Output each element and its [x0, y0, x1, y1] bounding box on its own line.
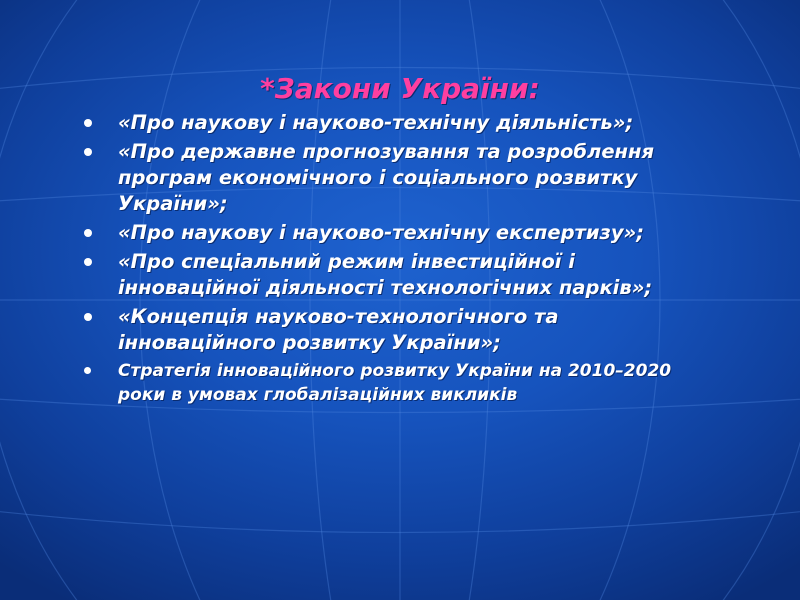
- bullet-icon: [84, 119, 92, 127]
- list-item-text: «Про наукову і науково-технічну експертизу»;: [118, 221, 645, 244]
- slide-title: *Закони України:: [260, 72, 540, 105]
- list-item-text: «Про державне прогнозування та розроблення програм економічного і соціального розвитку України»;: [118, 140, 655, 215]
- bullet-icon: [84, 148, 92, 156]
- list-item: [84, 359, 684, 407]
- laws-list: [84, 110, 684, 410]
- bullet-icon: [84, 258, 92, 266]
- list-item: [84, 220, 684, 246]
- list-item: [84, 304, 684, 356]
- bullet-icon: [84, 229, 92, 237]
- list-item-text: «Про наукову і науково-технічну діяльність»;: [118, 111, 634, 134]
- list-item-text: «Про спеціальний режим інвестиційної і інноваційної діяльності технологічних парків»;: [118, 250, 653, 299]
- list-item: [84, 139, 684, 217]
- list-item: [84, 110, 684, 136]
- bullet-icon: [84, 313, 92, 321]
- list-item-text: Стратегія інноваційного розвитку України на 2010–2020 роки в умовах глобалізаційних викликів: [118, 361, 672, 405]
- list-item-text: «Концепція науково-технологічного та інноваційного розвитку України»;: [118, 305, 559, 354]
- bullet-icon: [84, 367, 91, 374]
- list-item: [84, 249, 684, 301]
